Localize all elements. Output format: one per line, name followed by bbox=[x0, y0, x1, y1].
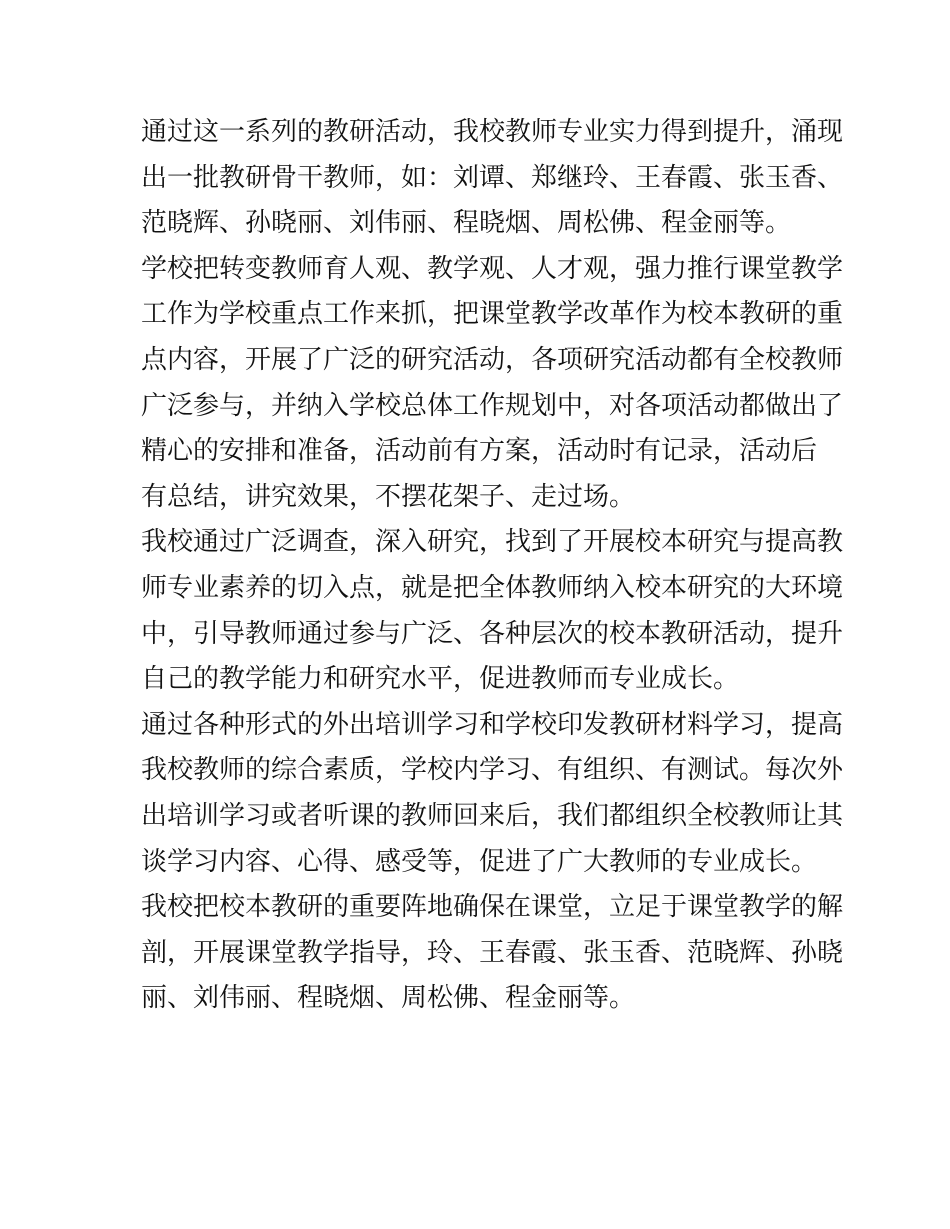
text-line: 广泛参与，并纳入学校总体工作规划中，对各项活动都做出了 bbox=[141, 390, 844, 421]
paragraph-1 bbox=[141, 110, 844, 247]
text-line: 中，引导教师通过参与广泛、各种层次的校本教研活动，提升 bbox=[141, 618, 844, 649]
text-line: 精心的安排和准备，活动前有方案，活动时有记录，活动后 bbox=[141, 436, 818, 467]
text-line: 范晓辉、孙晓丽、刘伟丽、程晓烟、周松佛、程金丽等。 bbox=[141, 208, 792, 239]
text-line: 我校把校本教研的重要阵地确保在课堂，立足于课堂教学的解 bbox=[141, 892, 844, 923]
text-line: 学校把转变教师育人观、教学观、人才观，强力推行课堂教学 bbox=[141, 253, 844, 284]
text-line: 我校通过广泛调查，深入研究，找到了开展校本研究与提高教 bbox=[141, 527, 844, 558]
document-body bbox=[141, 110, 844, 1022]
text-line: 出一批教研骨干教师，如：刘谭、郑继玲、王春霞、张玉香、 bbox=[141, 162, 844, 193]
text-line: 出培训学习或者听课的教师回来后，我们都组织全校教师让其 bbox=[141, 800, 844, 831]
text-line: 师专业素养的切入点，就是把全体教师纳入校本研究的大环境 bbox=[141, 572, 844, 603]
text-line: 丽、刘伟丽、程晓烟、周松佛、程金丽等。 bbox=[141, 983, 636, 1014]
text-line: 通过各种形式的外出培训学习和学校印发教研材料学习，提高 bbox=[141, 709, 844, 740]
text-line: 点内容，开展了广泛的研究活动，各项研究活动都有全校教师 bbox=[141, 344, 844, 375]
text-line: 工作为学校重点工作来抓，把课堂教学改革作为校本教研的重 bbox=[141, 299, 844, 330]
paragraph-2 bbox=[141, 247, 844, 521]
text-line: 剖，开展课堂教学指导，玲、王春霞、张玉香、范晓辉、孙晓 bbox=[141, 937, 844, 968]
text-line: 通过这一系列的教研活动，我校教师专业实力得到提升，涌现 bbox=[141, 117, 844, 147]
paragraph-4 bbox=[141, 703, 844, 885]
paragraph-3 bbox=[141, 520, 844, 702]
text-line: 自己的教学能力和研究水平，促进教师而专业成长。 bbox=[141, 664, 740, 695]
paragraph-5 bbox=[141, 885, 844, 1022]
text-line: 谈学习内容、心得、感受等，促进了广大教师的专业成长。 bbox=[141, 846, 818, 877]
text-line: 有总结，讲究效果，不摆花架子、走过场。 bbox=[141, 481, 636, 512]
text-line: 我校教师的综合素质，学校内学习、有组织、有测试。每次外 bbox=[141, 755, 844, 786]
